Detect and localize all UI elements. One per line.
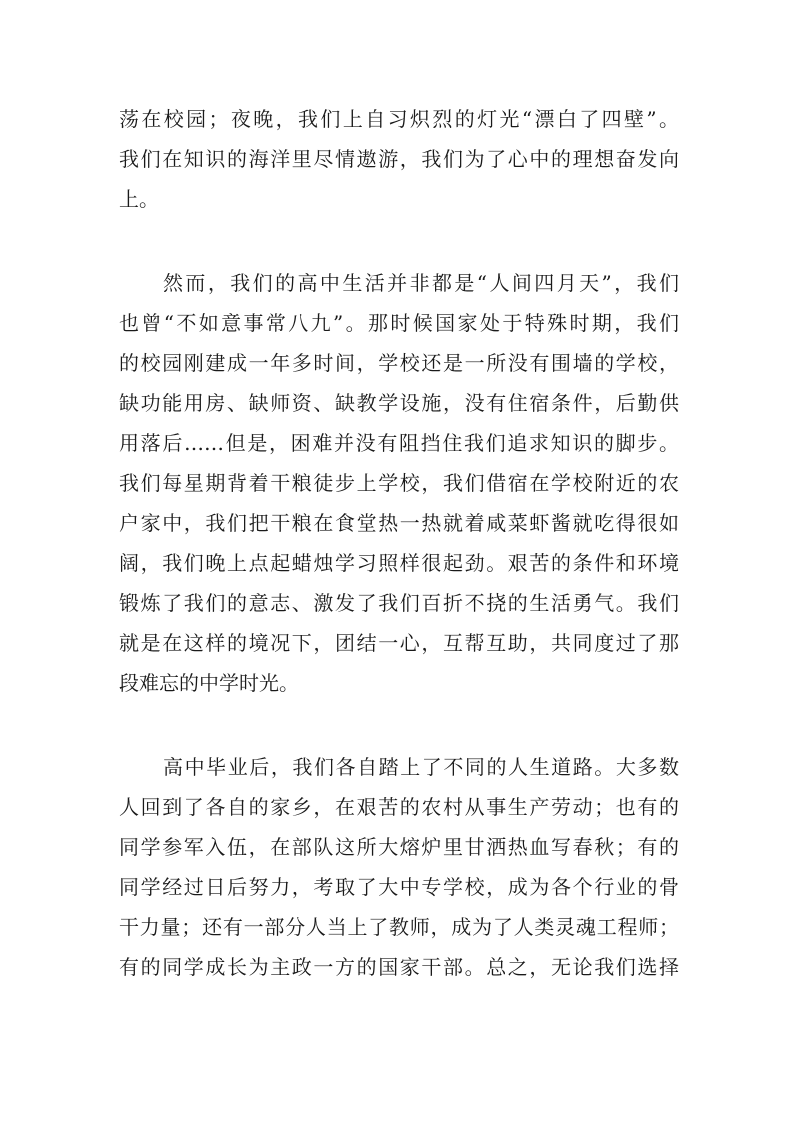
text-line: 然而，我们的高中生活并非都是“人间四月天”，我们 [163,271,679,295]
text-line: 同学经过日后努力，考取了大中专学校，成为各个行业的骨 [119,875,679,899]
text-line: 阔，我们晚上点起蜡烛学习照样很起劲。艰苦的条件和环境 [119,551,679,575]
text-line: 的校园刚建成一年多时间，学校还是一所没有围墙的学校， [119,351,679,375]
text-line: 高中毕业后，我们各自踏上了不同的人生道路。大多数 [163,755,679,779]
text-line: 就是在这样的境况下，团结一心，互帮互助，共同度过了那 [119,631,679,655]
text-line: 用落后……但是，困难并没有阻挡住我们追求知识的脚步。 [119,431,679,455]
text-line: 缺功能用房、缺师资、缺教学设施，没有住宿条件，后勤供 [119,391,679,415]
text-line: 人回到了各自的家乡，在艰苦的农村从事生产劳动；也有的 [119,795,679,819]
text-line: 锻炼了我们的意志、激发了我们百折不挠的生活勇气。我们 [119,591,679,615]
text-line: 我们每星期背着干粮徒步上学校，我们借宿在学校附近的农 [119,471,679,495]
text-line: 有的同学成长为主政一方的国家干部。总之，无论我们选择 [119,955,679,979]
text-line: 荡在校园；夜晚，我们上自习炽烈的灯光“漂白了四壁”。 [119,107,679,131]
text-line: 上。 [119,187,159,211]
text-line: 同学参军入伍，在部队这所大熔炉里甘洒热血写春秋；有的 [119,835,679,859]
text-line: 段难忘的中学时光。 [119,671,299,695]
text-line: 我们在知识的海洋里尽情遨游，我们为了心中的理想奋发向 [119,147,679,171]
text-line: 也曾“不如意事常八九”。那时候国家处于特殊时期，我们 [119,311,679,335]
text-line: 干力量；还有一部分人当上了教师，成为了人类灵魂工程师； [119,915,679,939]
text-line: 户家中，我们把干粮在食堂热一热就着咸菜虾酱就吃得很如 [119,511,679,535]
